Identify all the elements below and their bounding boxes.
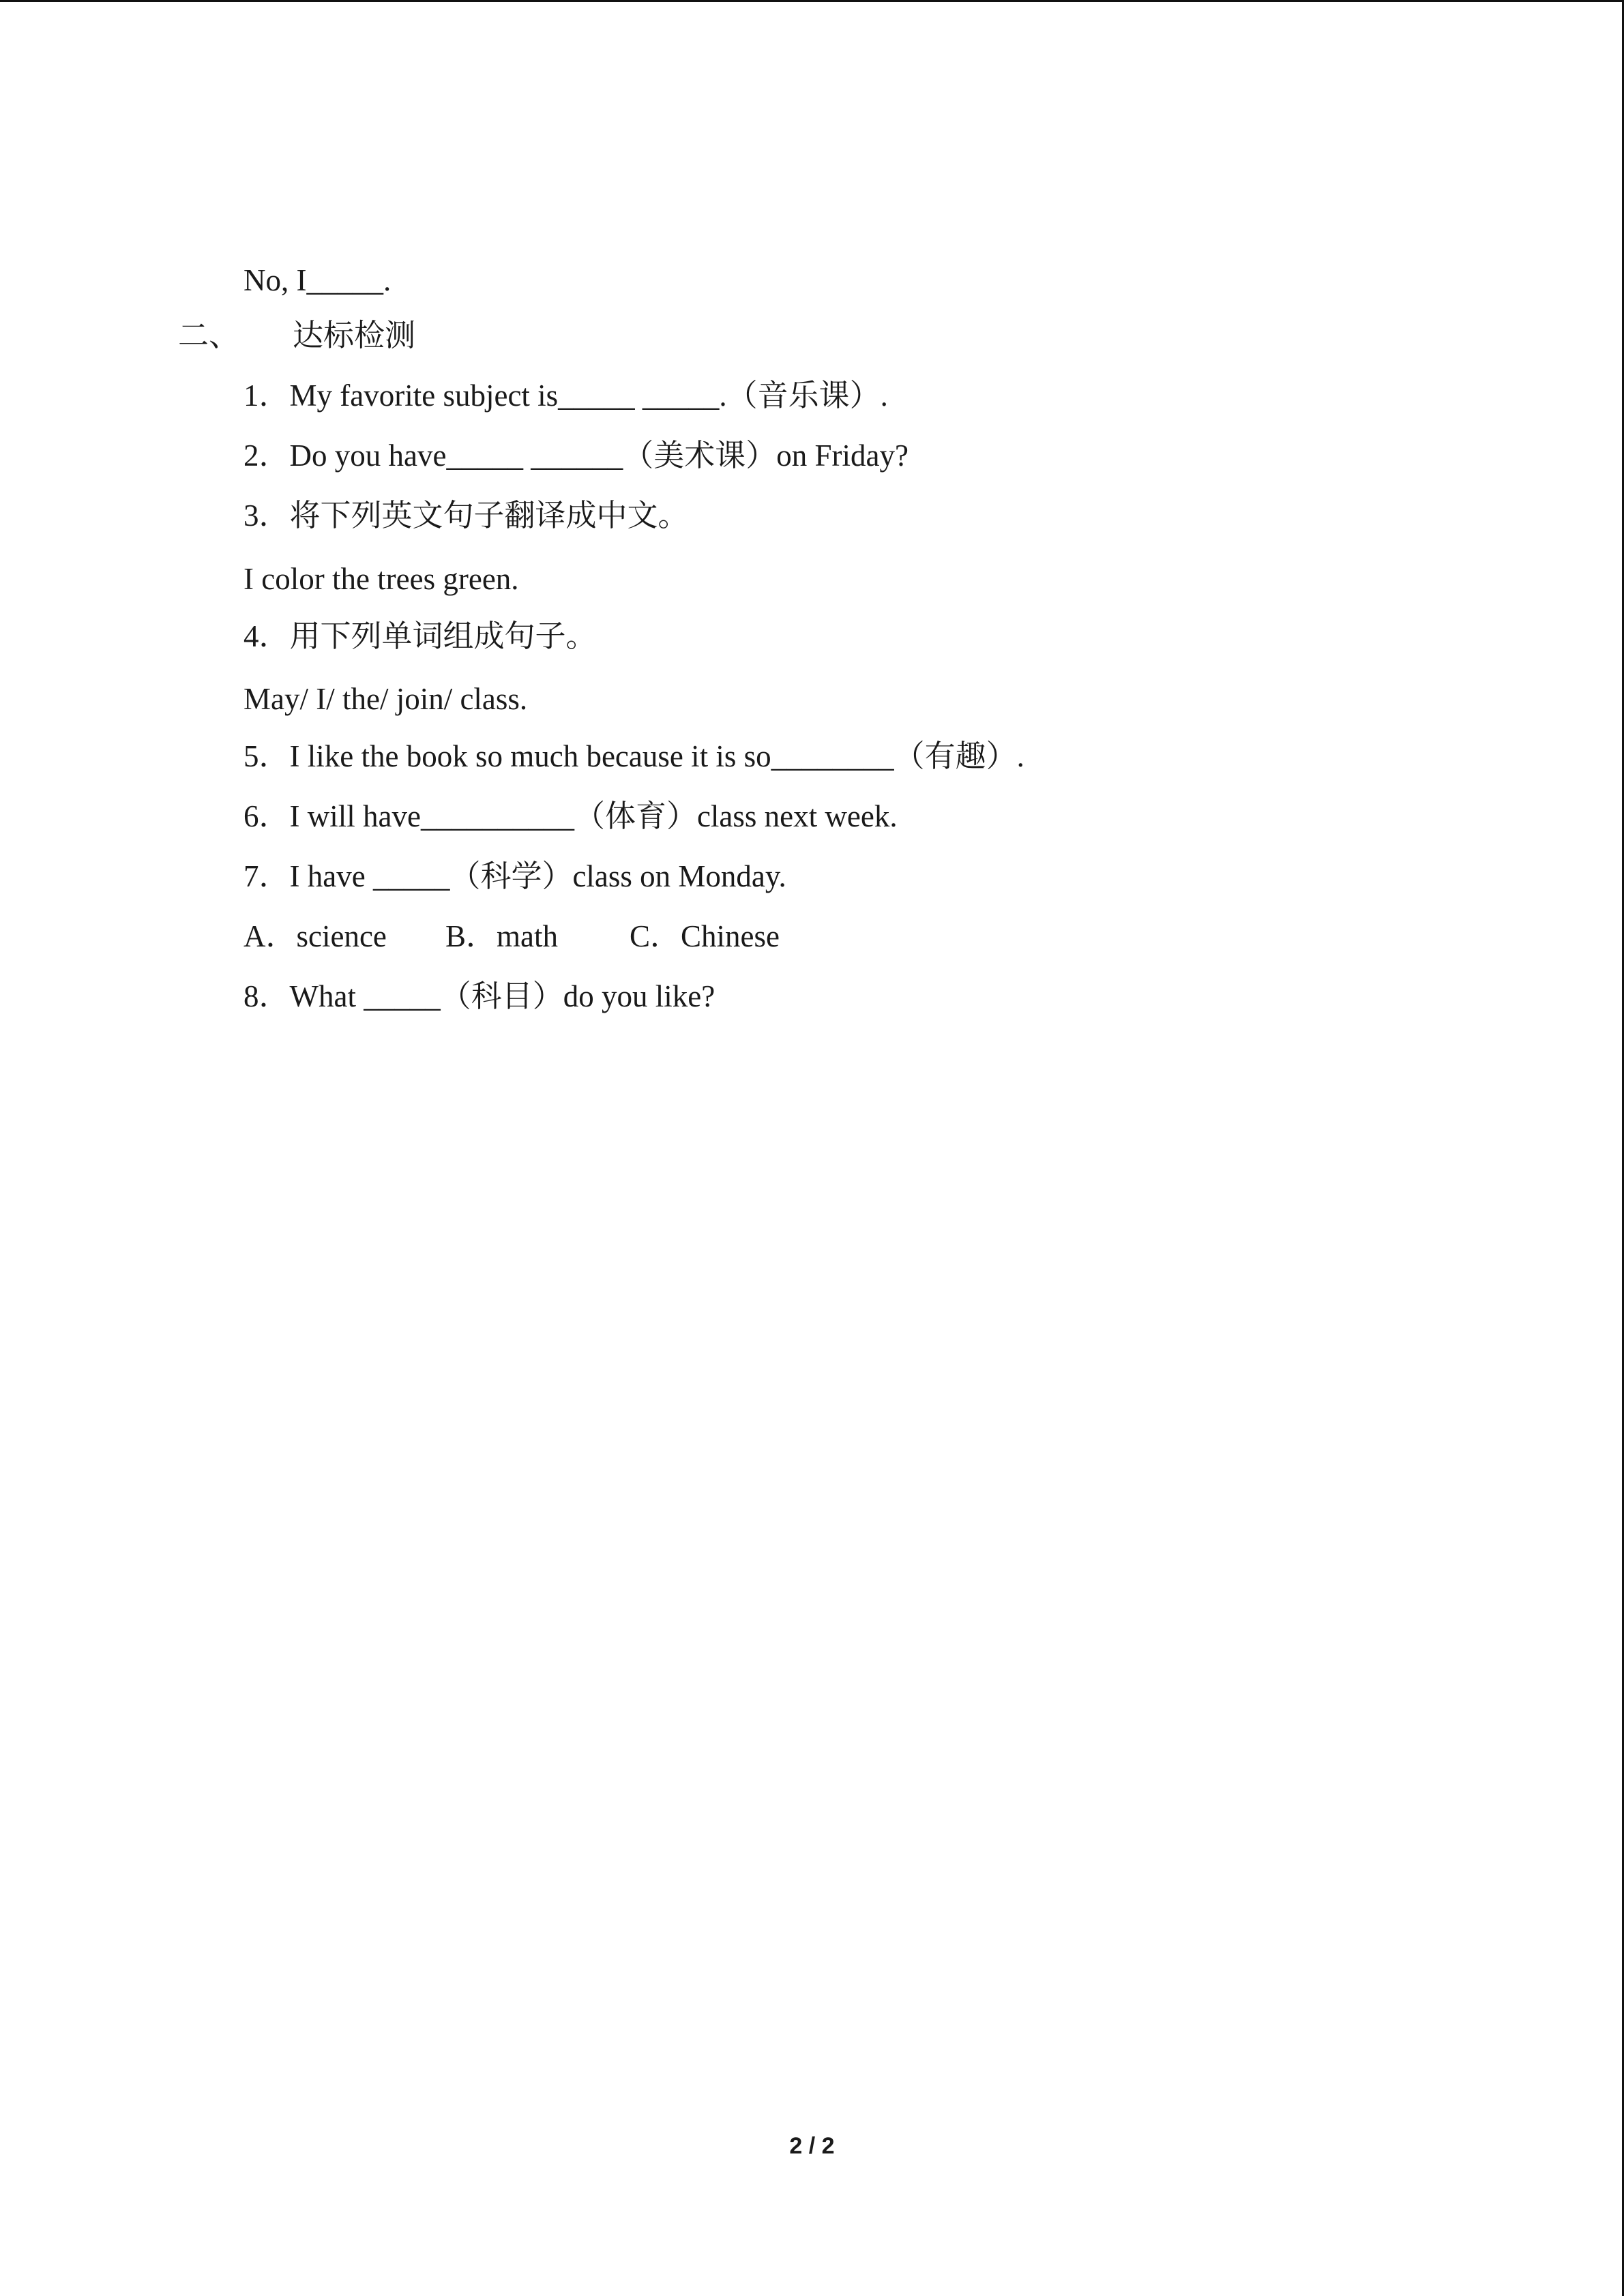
page-indicator: 2 / 2 [789, 2133, 835, 2159]
option-text: math [497, 919, 558, 953]
question-text: What _____（科目）do you like? [289, 979, 715, 1013]
option-text: Chinese [681, 919, 780, 953]
question-number: 1． [243, 378, 290, 413]
section-title: 达标检测 [293, 318, 416, 353]
question-number: 6． [243, 799, 290, 833]
question-text: Do you have_____ ______（美术课）on Friday? [289, 438, 909, 473]
option-label: C． [630, 919, 681, 953]
question-8 [213, 939, 715, 1054]
question-text: I have _____（科学）class on Monday. [289, 859, 786, 893]
question-text: I will have__________（体育）class next week. [289, 799, 898, 833]
question-text: 用下列单词组成句子。 [289, 619, 597, 653]
sentence-text: I color the trees green. [243, 562, 519, 596]
option-text: science [296, 919, 387, 953]
question-text: My favorite subject is_____ _____.（音乐课）. [289, 378, 888, 413]
question-number: 2． [243, 438, 290, 473]
option-label: A． [243, 919, 297, 953]
question-number: 5． [243, 739, 290, 773]
question-text: 将下列英文句子翻译成中文。 [289, 498, 689, 533]
question-number: 8． [243, 979, 290, 1013]
answer-text: No, I_____. [243, 263, 392, 297]
question-text: I like the book so much because it is so________（有趣）. [289, 739, 1024, 773]
section-number: 二、 [178, 318, 240, 353]
question-number: 7． [243, 859, 290, 893]
question-number: 3． [243, 498, 290, 533]
words-text: May/ I/ the/ join/ class. [243, 682, 528, 716]
option-label: B． [445, 919, 497, 953]
question-number: 4． [243, 619, 290, 653]
